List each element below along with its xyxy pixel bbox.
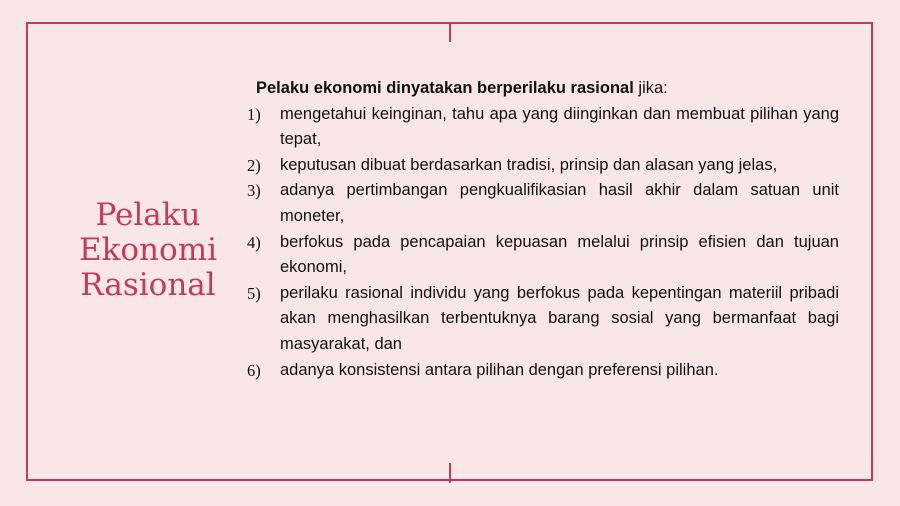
list-item-text: keputusan dibuat berdasarkan tradisi, prinsip dan alasan yang jelas, xyxy=(280,155,778,174)
title-line-3: Rasional xyxy=(80,267,216,303)
list-item-text: berfokus pada pencapaian kepuasan melalui prinsip efisien dan tujuan ekonomi, xyxy=(280,232,839,277)
criteria-list xyxy=(247,102,839,384)
list-item-number: 1) xyxy=(247,104,261,124)
list-item-number: 4) xyxy=(247,232,261,252)
list-item xyxy=(247,153,839,179)
list-item-text: perilaku rasional individu yang berfokus pada kepentingan materiil pribadi akan menghasilkan terbentuknya barang sosial yang bermanfaat bagi masyarakat, dan xyxy=(280,283,839,353)
slide-title xyxy=(58,198,238,303)
slide-content xyxy=(247,76,839,383)
list-item-number: 2) xyxy=(247,155,261,175)
title-line-1: Pelaku xyxy=(95,197,201,233)
list-item xyxy=(247,102,839,153)
list-item xyxy=(247,358,839,384)
list-item xyxy=(247,178,839,229)
list-item xyxy=(247,281,839,358)
list-item-number: 6) xyxy=(247,360,261,380)
list-item-number: 3) xyxy=(247,181,261,201)
list-item-text: adanya konsistensi antara pilihan dengan preferensi pilihan. xyxy=(280,360,719,379)
intro-bold-text: Pelaku ekonomi dinyatakan berperilaku rasional xyxy=(256,79,634,97)
list-item xyxy=(247,230,839,281)
frame-top-tick xyxy=(449,22,451,42)
list-item-number: 5) xyxy=(247,283,261,303)
frame-bottom-tick xyxy=(449,463,451,483)
intro-rest-text: jika: xyxy=(633,79,668,97)
list-item-text: adanya pertimbangan pengkualifikasian hasil akhir dalam satuan unit moneter, xyxy=(280,181,839,225)
intro-paragraph xyxy=(247,76,839,102)
list-item-text: mengetahui keinginan, tahu apa yang diinginkan dan membuat pilihan yang tepat, xyxy=(280,104,839,149)
title-line-2: Ekonomi xyxy=(78,232,218,268)
